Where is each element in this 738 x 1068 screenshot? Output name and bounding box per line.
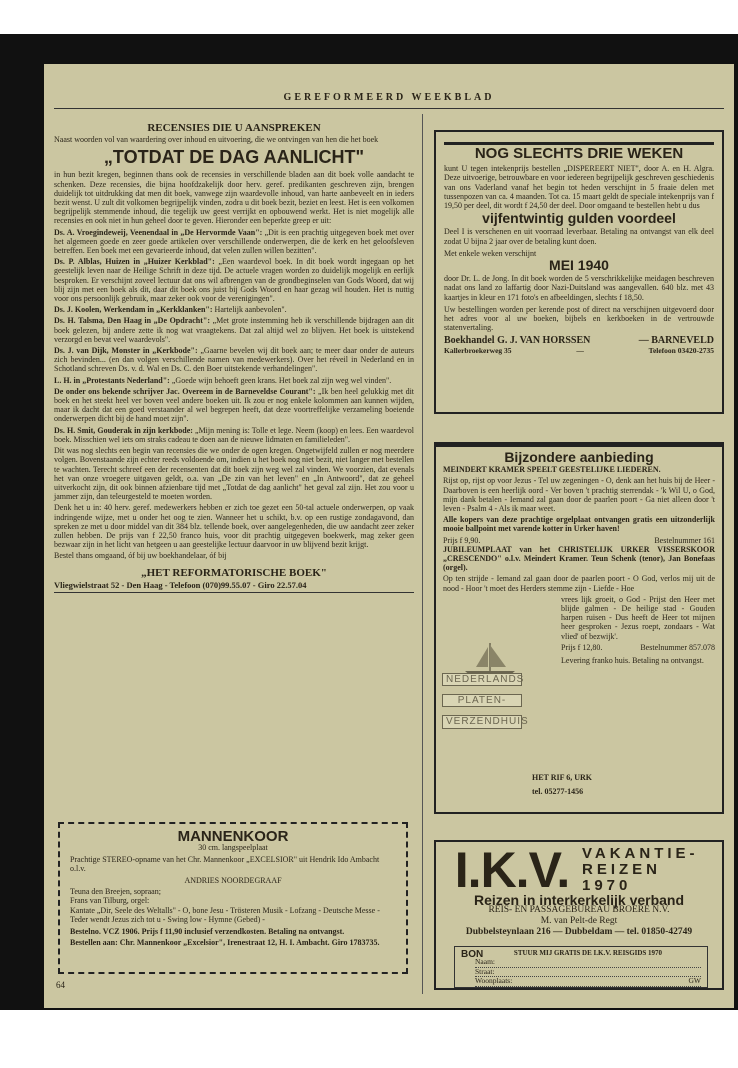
town-label: Woonplaats: <box>475 976 513 986</box>
reviews-column <box>54 124 414 593</box>
coupon-fields <box>475 949 701 985</box>
town-field[interactable] <box>475 977 701 987</box>
mannenkoor-ad <box>58 822 408 974</box>
order-coupon <box>454 946 708 988</box>
review-text: „Een waardevol boek. In dit boek wordt ingegaan op het geestelijk leven naar de Heilige Schrift in deze tijd. De actuele vragen worden zo duidelijk mogelijk en eerlijk besproken. Er verschijnt zoveel lectuur dat ons wil afbrengen van de grondbeginselen van Gods Woord, dat wij blij zijn met een boek als dit, daar dit boek ons juist bij Gods Woord en haar gezag wil houden. Het is nuttig voor ons persoonlijk gebruik, maar zeker ook voor de verenigingen". <box>54 257 415 304</box>
books-ad-text-4: door Dr. L. de Jong. In dit boek worden de 5 verschrikkelijke meidagen beschreven nadat ons land zo laffartig door Nazi-Duitsland was aangevallen. 640 blz. met 43 kaartjes in kleur en 171 foto's en afbeeldingen, slechts f 18,50. <box>444 274 714 302</box>
header-rule <box>54 108 724 109</box>
review-item <box>54 316 414 344</box>
ikv-slogan <box>582 846 699 894</box>
order-number-2: Bestelnummer 857.078 <box>640 642 715 652</box>
coupon-label: BON <box>461 949 484 960</box>
ikv-travel-ad <box>434 840 724 990</box>
ikv-tagline: Reizen in interkerkelijk verband <box>473 892 685 908</box>
review-text: „Ik ben heel gelukkig met dit boek en het steekt heel ver boven veel andere boeken uit. Ik zou er nog enkele kolommen aan kunnen wijden, maar ik dacht dat een goed verstaander al wel begrepen heeft, dat deze voortreffelijke verzameling boeiende onderwerpen dicht bij de hand moet zijn". <box>54 386 415 424</box>
organ-ad-line-1: MEINDERT KRAMER SPEELT GEESTELIJKE LIEDEREN. <box>443 465 661 475</box>
page-number: 64 <box>56 980 65 990</box>
books-ad-text-3: Met enkele weken verschijnt <box>444 248 537 258</box>
publisher-name: „HET REFORMATORISCHE BOEK" <box>141 566 327 579</box>
koor-tracklist: Kantate „Dir, Seele des Weltalls" - O, bone Jesu - Trösteren Musik - Lofzang - Deutsche Messe - Teder wendt Jezus zich tot u - Swing low - Hymne (Gebed) - <box>70 905 380 925</box>
dealer-phone: tel. 05277-1456 <box>532 787 584 796</box>
books-ad-title: NOG SLECHTS DRIE WEKEN <box>444 142 714 158</box>
price-2: Prijs f 12,80. <box>561 642 603 652</box>
organ-ad-line-5: JUBILEUMPLAAT van het CHRISTELIJK URKER VISSERSKOOR „CRESCENDO" o.l.v. Meindert Kramer. Teun Schenk (tenor), Jan Bonefaas (orgel). <box>443 544 715 573</box>
bookshop-dash: — <box>576 345 584 355</box>
bookshop-name: Boekhandel G. J. VAN HORSSEN <box>444 335 591 347</box>
delivery-terms: Levering franko huis. Betaling na ontvangst. <box>561 656 704 666</box>
dealer-logo-line-1: NEDERLANDS <box>442 673 522 686</box>
publisher-address: Vliegwielstraat 52 - Den Haag - Telefoon (070)99.55.07 - Giro 22.57.04 <box>54 581 414 593</box>
koor-line-3: Teuna den Breejen, sopraan; <box>70 887 161 897</box>
column-rule <box>422 114 423 994</box>
review-text: Hartelijk aanbevolen". <box>212 305 287 315</box>
bookshop-street: Kallerbroekerweg 35 <box>444 345 512 355</box>
books-ad-text-2: Deel I is verschenen en uit voorraad leverbaar. Betaling na ontvangst van elk deel zodat U bijna 2 jaar over de betaling kunt doen. <box>444 227 714 246</box>
review-source: De onder ons bekende schrijver Jac. Overeem in de Barneveldse Courant": <box>54 386 316 396</box>
reviews-heading: RECENSIES DIE U AANSPREKEN <box>147 122 321 134</box>
review-item <box>54 305 414 314</box>
ikv-slogan-3: 1970 <box>582 877 632 894</box>
review-text: „Met grote instemming heb ik verschillende bijdragen aan dit boek gelezen, bij andere zette ik nog wat vraagtekens. Dat zal altijd wel zo blijven. Het boek is uitstekend verzorgd en bevat veel waardevols". <box>54 316 414 344</box>
organ-ad-line-2: Rijst op, rijst op voor Jezus - Tel uw zegeningen - O, denk aan het huis bij de Heer - Daarboven is een heerlijk oord - Ver boven 't prachtig sterrendak - 'k Wil U, o God, mijn dank betalen - Iemand zal gaan door de paarlen poort - Ga niet alleen door 't leven - Psalm 4 - Als ik maar weet. <box>443 476 715 514</box>
review-source: Ds. H. Smit, Gouderak in zijn kerkbode: <box>54 425 193 435</box>
review-source: Ds. A. Vroegindeweij, Veenendaal in „De Hervormde Vaan": <box>54 227 263 237</box>
conductor-name: ANDRIES NOORDEGRAAF <box>184 875 282 885</box>
bookshop-contact <box>444 346 714 355</box>
ikv-slogan-2: REIZEN <box>582 861 662 878</box>
books-ad-year: MEI 1940 <box>549 257 609 274</box>
bookshop-town: — BARNEVELD <box>638 335 714 347</box>
bookshop-phone: Telefoon 03420-2735 <box>648 345 714 355</box>
reviews-intro: Naast woorden vol van waardering over inhoud en uitvoering, die we ontvingen van hen die het boek <box>54 135 379 145</box>
order-number-1: Bestelnummer 161 <box>654 535 715 545</box>
reviews-paragraph-1: in hun bezit kregen, beginnen thans ook de recensies in verschillende bladen aan dit boek volle aandacht te schenken. Deze recensies, die bijna hoofdzakelijk door herv. geref. predikanten geschreven zijn, brengen duidelijk tot uitdrukking dat men dit boek, vanwege zijn waardevolle inhoud, van harte aanbeveelt en in ieders bezit wenst. U zult dit volkomen begrijpelijk vinden, zodra u dit boek bezit, beziet en leest. Het is een volkomen begrijpelijk stemmende inhoud, die tegelijk uw geest verrijkt en opbouwend werkt. Het is niet mogelijk alle recensies en ook niet in hun geheel door te geven. Hieronder een beperkte greep er uit: <box>54 170 414 226</box>
koor-order-address: Bestellen aan: Chr. Mannenkoor „Excelsior", Irenestraat 12, H. I. Ambacht. Giro 1783735. <box>70 938 380 948</box>
review-text: „Goede wijn behoeft geen krans. Het boek zal zijn weg wel vinden". <box>169 375 392 385</box>
agency-contact-name: M. van Pelt-de Regt <box>540 916 618 927</box>
review-source: Ds. J. van Dijk, Monster in „Kerkbode": <box>54 346 198 356</box>
review-item <box>54 228 414 256</box>
books-ad <box>434 130 724 414</box>
review-item <box>54 257 414 303</box>
review-source: Ds. H. Talsma, Den Haag in „De Opdracht": <box>54 316 211 326</box>
review-text: „Dit is een prachtig uitgegeven boek met over het algemeen goede en zeer goede artikelen over verschillende onderwerpen, die de kerk en het geloofsleven betreffen. Een boek met een gevarieerde inhoud, dat velen zullen willen bezitten". <box>54 227 415 256</box>
newspaper-page <box>44 64 734 1008</box>
book-title: „TOTDAT DE DAG AANLICHT" <box>103 147 365 168</box>
review-item <box>54 346 414 374</box>
coupon-code: GW <box>688 976 701 986</box>
books-ad-text-1: kunt U tegen intekenprijs bestellen „DISPEREERT NIET", door A. en H. Algra. Deze uitvoerige, betrouwbare en voor iedereen begrijpelijk geschreven geschiedenis van ons Vaderland vanaf het begin tot heden verschijnt in 5 fraaie delen met tussenpozen van ca. 4 maanden. Tot ca. 15 maart geldt de speciale intekenprijs van f 19,50 per deel, dit wordt f 24,50 der deel. Door omgaand te bestellen hebt u dus <box>444 164 714 211</box>
books-ad-subtitle: vijfentwintig gulden voordeel <box>482 210 676 227</box>
books-ad-text-5: Uw bestellingen worden per kerende post of direct na verschijnen uitgevoerd door het adres voor al uw boeken, bijbels en kerkboeken in de vertrouwde statenvertaling. <box>444 304 714 333</box>
review-source: Ds. J. Koolen, Werkendam in „Kerkklanken": <box>54 305 213 315</box>
dealer-logo <box>442 673 529 811</box>
organ-record-ad <box>434 442 724 814</box>
review-text: „Gaarne bevelen wij dit boek aan; te meer daar onder de auteurs zich bevinden... (en dan volgen verschillende namen van medewerkers). Over het réveil in Nederland en in Schotland schreven Ds. v. d. Wal en Ds. C. den Boer uitstekende verhandelingen". <box>54 346 414 374</box>
price-line-2 <box>561 643 715 652</box>
dealer-logo-line-2: PLATEN- <box>442 694 522 707</box>
reviews-paragraph-2: Dit was nog slechts een begin van recensies die we onder de ogen kregen. Ongetwijfeld zullen er nog meerdere volgen. Bovenstaande zijn echter reeds voldoende om, indien u het boek nog niet bezit, niet langer met bestellen te wachten. Terecht schreef een der recensenten dat dit boek zijn weg wel zal vinden. We voorzien, dat evenals het van onze vroegere uitgaven geldt, o.a. van „De zin van het leven" en „In Antwoord", dat ze geheel uitverkocht zijn, dit ook binnen afzienbare tijd met „Totdat de dag aanlicht" het geval zal zijn. Het zou voor u jammer zijn, dan teleurgesteld te moeten worden. <box>54 446 414 502</box>
price-1: Prijs f 9,90. <box>443 535 481 545</box>
bookshop-line <box>444 336 714 345</box>
mannenkoor-title: MANNENKOOR <box>177 828 289 845</box>
organ-ad-line-7: vrees lijk groeit, o God - Prijst den Heer met blijde galmen - De heilige stad - Gouden harpen ruisen - Dus heeft de Heer tot mijnen heer gesproken - Jezus roept, zondaars - Wat vlied' of bezwijk'. <box>561 594 715 641</box>
review-item <box>54 387 414 424</box>
name-label: Naam: <box>475 957 495 967</box>
organ-ad-title: Bijzondere aanbieding <box>504 449 654 465</box>
ikv-header <box>442 842 716 898</box>
koor-order-info: Bestelno. VCZ 1906. Prijs f 11,90 inclusief verzendkosten. Betaling na ontvangst. <box>70 926 345 936</box>
name-field[interactable] <box>475 958 701 968</box>
dealer-logo-line-3: VERZENDHUIS <box>442 715 522 728</box>
review-source: Ds. P. Alblas, Huizen in „Huizer Kerkblad": <box>54 257 215 267</box>
organ-ad-line-3: Alle kopers van deze prachtige orgelplaat ontvangen gratis een uitzonderlijk mooie ballpoint met varende kotter in Urker haven! <box>443 515 715 534</box>
dealer-address: HET RIF 6, URK <box>532 773 593 782</box>
travel-agency: REIS- EN PASSAGEBUREAU BROERE N.V. <box>488 905 670 916</box>
review-text: „Mijn mening is: Tolle et lege. Neem (koop) en lees. Een waardevol boek. Misschien wel iets om straks cadeau te doen aan de nieuwe lidmaten en familieleden". <box>54 425 414 444</box>
reviews-paragraph-3: Denk het u in: 40 herv. geref. medewerkers hebben er zich toe gezet een 50-tal actuele onderwerpen, op vaak indringende wijze, met u onder het oog te zien. Wanneer het u schikt, b.v. op een rustige zondagavond, dan spreken ze met u door middel van dit 384 blz. tellende boek, over aangelegenheden, die uw aandacht zeer zeker zullen hebben. De prijs van f 22,50 franco huis, voor dit prachtig uitgegeven boekwerk, mag zeker geen bezwaar zijn in het licht van hetgeen u aan geestelijke lectuur daarvoor in uw blijvend bezit krijgt. <box>54 503 414 550</box>
koor-line-1: Prachtige STEREO-opname van het Chr. Mannenkoor „EXCELSIOR" uit Hendrik Ido Ambacht o.l.v. <box>70 854 380 874</box>
page-header: GEREFORMEERD WEEKBLAD <box>283 92 495 103</box>
organ-ad-line-6: Op ten strijde - Iemand zal gaan door de paarlen poort - O God, verlos mij uit de nood - Hoor 't moet des Herders stemme zijn - Liefde - Hoe <box>443 574 715 593</box>
ikv-slogan-1: VAKANTIE- <box>582 845 699 862</box>
order-line: Bestel thans omgaand, óf bij uw boekhandelaar, óf bij <box>54 551 227 561</box>
record-type: 30 cm. langspeelplaat <box>198 843 268 853</box>
review-item <box>54 426 414 444</box>
agency-address: Dubbelsteynlaan 216 — Dubbeldam — tel. 01850-42749 <box>465 927 693 938</box>
koor-line-4: Frans van Tilburg, orgel: <box>70 896 150 906</box>
price-line-1 <box>443 536 715 545</box>
review-source: L. H. in „Protestants Nederland": <box>54 375 170 385</box>
coupon-heading: STUUR MIJ GRATIS DE I.K.V. REISGIDS 1970 <box>513 949 663 957</box>
ikv-logo: I.K.V. <box>454 842 570 898</box>
street-label: Straat: <box>475 966 495 976</box>
review-item <box>54 376 414 385</box>
